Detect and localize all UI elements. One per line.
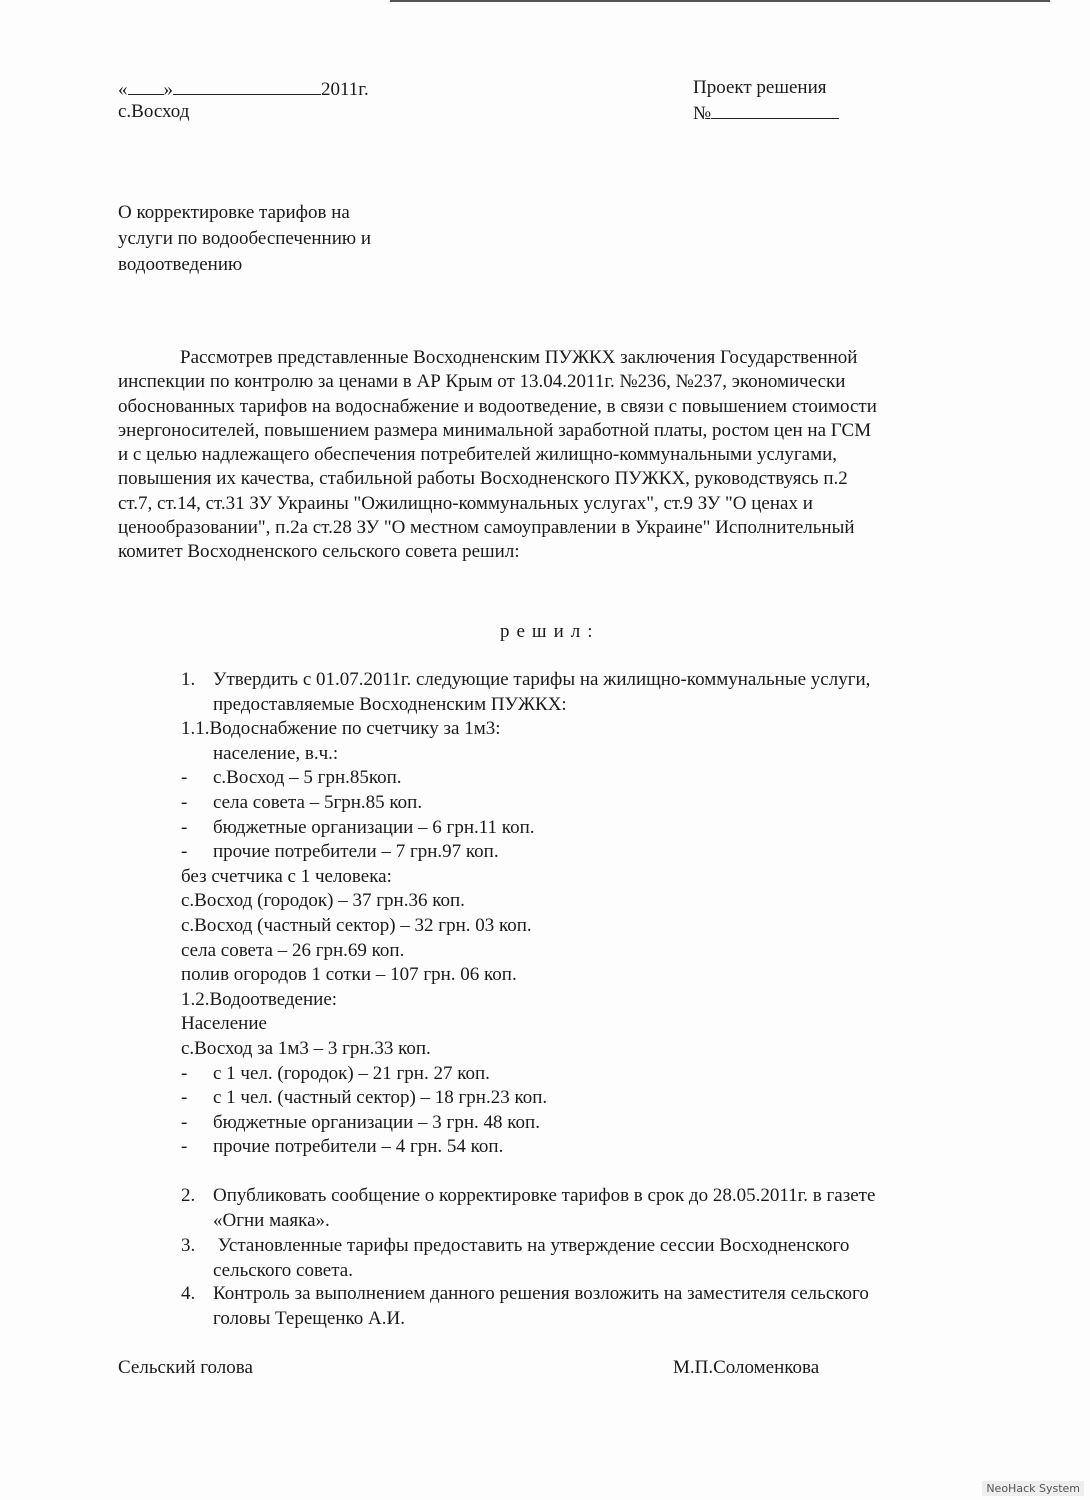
place-name: с.Восход: [118, 101, 190, 122]
sewerage-heading: 1.2.Водоотведение:: [181, 988, 338, 1010]
no-meter-heading: без счетчика с 1 человека:: [181, 865, 392, 887]
list-item: полив огородов 1 сотки – 107 грн. 06 коп.: [181, 964, 517, 986]
preamble-line: ценообразовании", п.2а ст.28 ЗУ "О местном самоуправлении в Украине" Исполнительный: [118, 517, 855, 539]
number-line: [693, 100, 839, 126]
list-item: - с 1 чел. (городок) – 21 грн. 27 коп.: [181, 1062, 490, 1084]
draft-label: Проект решения: [693, 77, 827, 98]
number-blank: [711, 100, 839, 119]
item-text: Утвердить с 01.07.2011г. следующие тарифы на жилищно-коммунальные услуги,: [213, 669, 871, 690]
list-item: - прочие потребители – 7 грн.97 коп.: [181, 841, 499, 863]
signature-name: М.П.Соломенкова: [673, 1357, 820, 1378]
subject-line: водоотведению: [118, 254, 243, 275]
item-number: 3.: [181, 1235, 196, 1256]
item-text: головы Терещенко А.И.: [213, 1307, 405, 1329]
date-line: [118, 76, 369, 102]
list-item: - бюджетные организации – 3 грн. 48 коп.: [181, 1111, 540, 1133]
date-open-quote: «: [118, 79, 128, 100]
top-scan-line: [390, 0, 1050, 2]
list-item: с.Восход (частный сектор) – 32 грн. 03 коп.: [181, 914, 532, 936]
item-1: [181, 668, 870, 1160]
item-number: 2.: [181, 1185, 196, 1206]
month-blank: [173, 76, 321, 95]
population-label: население, в.ч.:: [213, 742, 339, 764]
preamble-line: инспекции по контролю за ценами в АР Крым от 13.04.2011г. №236, №237, экономически: [118, 371, 846, 393]
preamble-line: повышения их качества, стабильной работы Восходненского ПУЖКХ, руководствуясь п.2: [118, 468, 848, 490]
sewerage-rate: с.Восход за 1м3 – 3 грн.33 коп.: [181, 1037, 431, 1059]
signature-title: Сельский голова: [118, 1357, 253, 1378]
list-item: - с.Восход – 5 грн.85коп.: [181, 767, 402, 789]
item-2: [181, 1184, 875, 1233]
item-3: [181, 1234, 849, 1283]
watermark-badge: NeoHack System: [982, 1481, 1084, 1496]
item-text: Установленные тарифы предоставить на утверждение сессии Восходненского: [213, 1235, 850, 1256]
item-number: 1.: [181, 669, 196, 690]
preamble-line: ст.7, ст.14, ст.31 ЗУ Украины "Ожилищно-коммунальных услугах", ст.9 ЗУ "О ценах и: [118, 492, 813, 514]
list-item: - прочие потребители – 4 грн. 54 коп.: [181, 1136, 504, 1158]
preamble-line: комитет Восходненского сельского совета решил:: [118, 541, 520, 563]
list-item: - бюджетные организации – 6 грн.11 коп.: [181, 816, 535, 838]
list-item: - с 1 чел. (частный сектор) – 18 грн.23 коп.: [181, 1087, 548, 1109]
number-label: №: [693, 103, 712, 124]
subject-block: [118, 200, 371, 278]
subject-line: О корректировке тарифов на: [118, 202, 350, 223]
water-supply-heading: 1.1.Водоснабжение по счетчику за 1м3:: [181, 718, 501, 740]
sewerage-population: Население: [181, 1013, 267, 1035]
item-text: «Огни маяка».: [213, 1209, 330, 1231]
preamble-line: и с целью надлежащего обеспечения потребителей жилищно-коммунальными услугами,: [118, 444, 838, 466]
date-year: 2011г.: [321, 79, 369, 100]
day-blank: [128, 76, 164, 95]
preamble-block: [118, 346, 877, 565]
preamble-line: Рассмотрев представленные Восходненским ПУЖКХ заключения Государственной: [180, 347, 858, 368]
item-number: 4.: [181, 1283, 196, 1304]
item-text: сельского совета.: [213, 1259, 353, 1281]
item-text: предоставляемые Восходненским ПУЖКХ:: [213, 693, 567, 715]
item-text: Опубликовать сообщение о корректировке тарифов в срок до 28.05.2011г. в газете: [213, 1185, 876, 1206]
preamble-line: обоснованных тарифов на водоснабжение и водоотведение, в связи с повышением стоимости: [118, 395, 877, 417]
date-close-quote: »: [163, 79, 173, 100]
list-item: села совета – 26 грн.69 коп.: [181, 939, 405, 961]
preamble-line: энергоносителей, повышением размера минимальной заработной платы, ростом цен на ГСМ: [118, 419, 872, 441]
list-item: с.Восход (городок) – 37 грн.36 коп.: [181, 890, 465, 912]
item-4: [181, 1282, 869, 1331]
item-text: Контроль за выполнением данного решения возложить на заместителя сельского: [213, 1283, 869, 1304]
list-item: - села совета – 5грн.85 коп.: [181, 791, 423, 813]
subject-line: услуги по водообеспеченнию и: [118, 228, 371, 249]
resolved-heading: решил:: [500, 621, 600, 642]
